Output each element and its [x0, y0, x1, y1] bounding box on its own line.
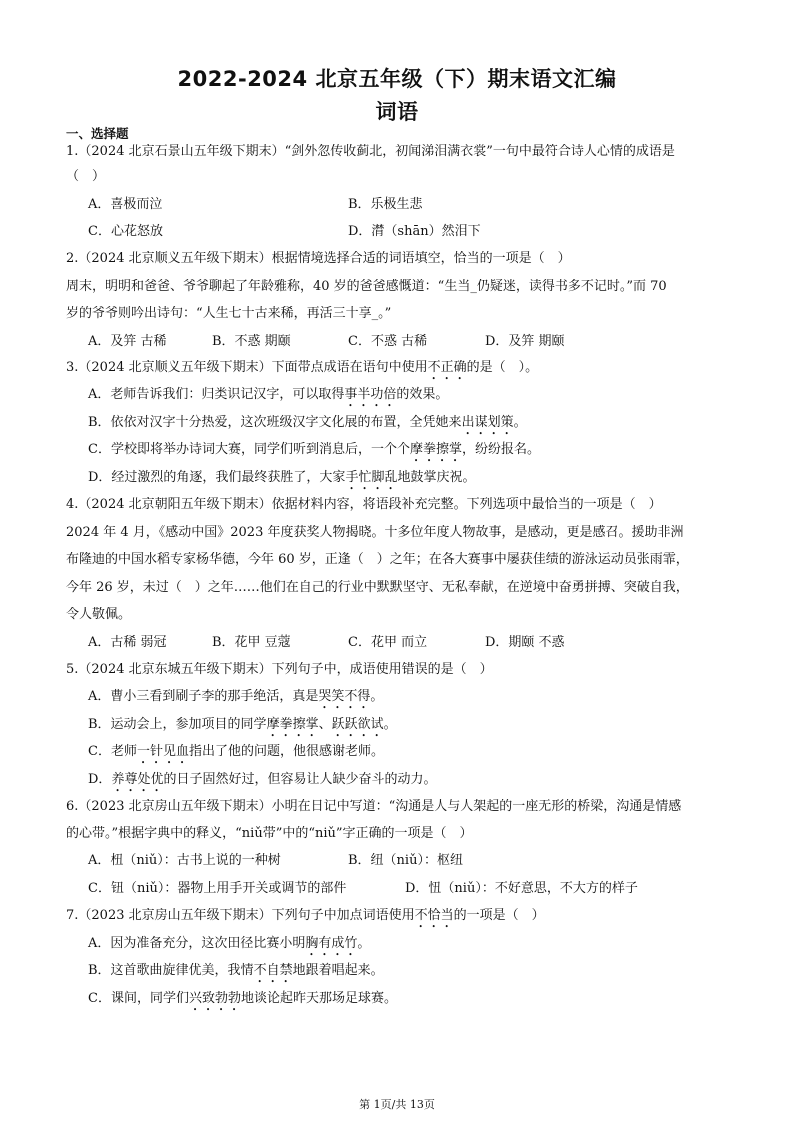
text: 、: [318, 717, 332, 732]
q7-option-b: [88, 963, 384, 986]
q1-stem-cont: （ ）: [66, 169, 106, 184]
text: 指出了他的问题，他很感谢老师。: [188, 744, 384, 759]
dotted-idiom: 哭笑不得: [318, 689, 371, 704]
q3-option-d: [88, 470, 475, 493]
text: 地跟着唱起来。: [292, 963, 384, 978]
q5-option-c: [88, 744, 384, 767]
q2-context-2: 岁的爷爷则吟出诗句：“人生七十古来稀，再活三十享_。”: [66, 306, 392, 321]
text: D．经过激烈的角逐，我们最终获胜了，大家: [88, 470, 346, 485]
q4-context-4: 令人敬佩。: [66, 607, 132, 622]
text: 的效果。: [396, 387, 449, 402]
dotted-idiom: 跃跃欲试: [331, 717, 384, 732]
dotted-idiom: 事半功倍: [344, 387, 397, 402]
dotted-idiom: 手忙脚乱: [345, 470, 398, 485]
q2-option-b: B．不惑 期颐: [212, 334, 291, 349]
text: A．因为准备充分，这次田径比赛小明: [88, 936, 306, 951]
q2-option-d: D．及笄 期颐: [485, 334, 565, 349]
text: 。: [513, 415, 527, 430]
q1-option-b: B．乐极生悲: [348, 197, 423, 212]
dotted-idiom: 出谋划策: [461, 415, 514, 430]
q6-stem-1: 6.（2023 北京房山五年级下期末）小明在日记中写道：“沟通是人与人架起的一座无形的桥梁，沟通是情感: [66, 799, 682, 814]
dotted-idiom: 兴致勃勃: [188, 991, 241, 1006]
section-heading: 一、选择题: [66, 126, 129, 141]
q1-option-c: C．心花怒放: [88, 224, 163, 239]
q2-stem: 2.（2024 北京顺义五年级下期末）根据情境选择合适的词语填空，恰当的一项是（ ）: [66, 251, 571, 266]
q4-option-b: B．花甲 豆蔻: [212, 635, 291, 650]
q3-option-a: [88, 387, 448, 410]
q1-stem: 1.（2024 北京石景山五年级下期末）“剑外忽传收蓟北，初闻涕泪满衣裳”一句中最符合诗人心情的成语是: [66, 144, 675, 159]
q5-option-d: [88, 772, 436, 795]
text: 3.（2024 北京顺义五年级下期末）下面带点成语在语句中使用: [66, 360, 428, 375]
q4-option-c: C．花甲 而立: [348, 635, 428, 650]
text: 的日子固然好过，但容易让人缺少奋斗的动力。: [163, 772, 437, 787]
document-subtitle: 词语: [375, 100, 419, 124]
q6-option-c: C．钮（niǔ）：器物上用手开关或调节的部件: [88, 881, 347, 896]
q5-option-b: [88, 717, 397, 740]
emphasis-text: 不正确: [427, 360, 467, 375]
q3-option-c: [88, 442, 540, 465]
dotted-idiom: 不自禁: [253, 963, 293, 978]
text: 的是（ ）。: [466, 360, 539, 375]
text: 。: [370, 689, 384, 704]
q7-option-c: [88, 991, 397, 1014]
dotted-idiom: 一针见血: [136, 744, 189, 759]
text: B．这首歌曲旋律优美，我情: [88, 963, 254, 978]
text: 的一项是（ ）: [453, 908, 545, 923]
q1-option-a: A．喜极而泣: [88, 197, 163, 212]
q6-option-a: A．杻（niǔ）：古书上说的一种树: [88, 853, 281, 868]
q2-context-1: 周末，明明和爸爸、爷爷聊起了年龄雅称，40 岁的爸爸感慨道：“生当_仍疑迷，读得书多不记时。”而 70: [66, 279, 667, 294]
q1-option-d: D．潸（shān）然泪下: [348, 224, 481, 239]
page-footer: 第 1页/共 13页: [359, 1098, 435, 1111]
emphasis-text: 不恰当: [414, 908, 454, 923]
q4-option-a: A．古稀 弱冠: [88, 635, 167, 650]
text: B．运动会上，参加项目的同学: [88, 717, 267, 732]
q4-context-1: 2024 年 4 月，《感动中国》2023 年度获奖人物揭晓。十多位年度人物故事，是感动，更是感召。援助非洲: [66, 525, 684, 540]
q7-stem: [66, 908, 738, 931]
text: C．课间，同学们: [88, 991, 189, 1006]
text: 7.（2023 北京房山五年级下期末）下列句子中加点词语使用: [66, 908, 415, 923]
text: 。: [383, 717, 397, 732]
q3-option-b: [88, 415, 527, 438]
dotted-idiom: 养尊处优: [111, 772, 164, 787]
q6-stem-2: 的心带。”根据字典中的释义，“niǔ带”中的“niǔ”字正确的一项是（ ）: [66, 826, 473, 841]
q5-stem: 5.（2024 北京东城五年级下期末）下列句子中，成语使用错误的是（ ）: [66, 662, 493, 677]
q6-option-b: B．纽（niǔ）：枢纽: [348, 853, 463, 868]
text: 。: [357, 936, 371, 951]
q5-option-a: [88, 689, 383, 712]
q6-option-d: D．忸（niǔ）：不好意思，不大方的样子: [405, 881, 638, 896]
q2-option-a: A．及笄 古稀: [88, 334, 167, 349]
q4-stem: 4.（2024 北京朝阳五年级下期末）依据材料内容，将语段补充完整。下列选项中最恰当的一项是（ ）: [66, 497, 662, 512]
text: C．老师: [88, 744, 137, 759]
text: 地鼓掌庆祝。: [397, 470, 476, 485]
q3-stem: [66, 360, 738, 383]
text: A．曹小三看到刷子李的那手绝活，真是: [88, 689, 319, 704]
dotted-idiom: 摩拳擦掌: [409, 442, 462, 457]
q4-context-3: 今年 26 岁，未过（ ）之年……他们在自己的行业中默默坚守、无私奉献，在逆境中奋勇拼搏、突破自我，: [66, 580, 689, 595]
q4-option-d: D．期颐 不惑: [485, 635, 565, 650]
text: ，纷纷报名。: [461, 442, 540, 457]
text: B．依依对汉字十分热爱，这次班级汉字文化展的布置，全凭她来: [88, 415, 462, 430]
text: 地谈论起昨天那场足球赛。: [240, 991, 397, 1006]
text: D．: [88, 772, 112, 787]
dotted-idiom: 摩拳擦掌: [266, 717, 319, 732]
q7-option-a: [88, 936, 370, 959]
q4-context-2: 布隆迪的中国水稻专家杨华德，今年 60 岁，正逢（ ）之年；在各大赛事中屡获佳绩的游泳运动员张雨霏，: [66, 552, 689, 567]
q2-option-c: C．不惑 古稀: [348, 334, 428, 349]
text: A．老师告诉我们：归类识记汉字，可以取得: [88, 387, 345, 402]
document-title: 2022-2024 北京五年级（下）期末语文汇编: [177, 67, 617, 91]
dotted-idiom: 胸有成竹: [305, 936, 358, 951]
text: C．学校即将举办诗词大赛，同学们听到消息后，一个个: [88, 442, 410, 457]
